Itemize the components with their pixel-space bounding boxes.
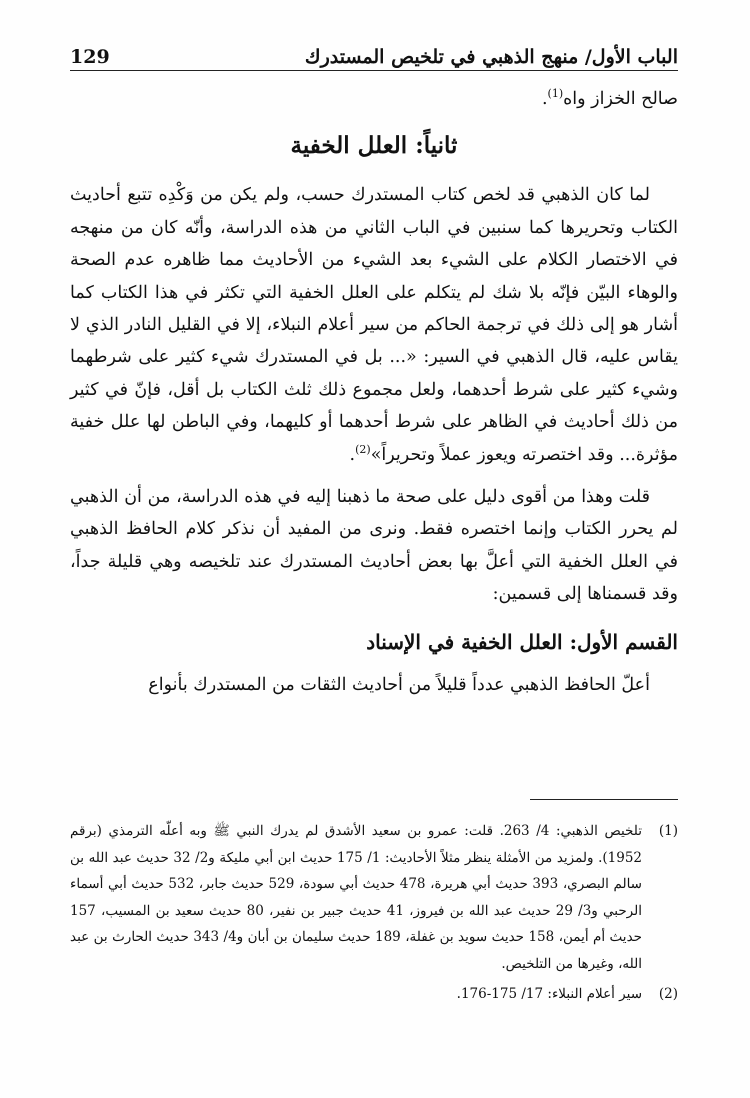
paragraph-1-text: لما كان الذهبي قد لخص كتاب المستدرك حسب، ولم يكن من وَكْدِه تتبع أحاديث الكتاب وتحريرها كما سنبين في الباب الثاني من هذه الدراسة، وأنّه كان من منهجه في الاختصار الكلام على الشيء بعد الشيء من الأحاديث مما ظاهره عدم الصحة والوهاء البيّن فإنّه بلا شك لم يتكلم على العلل الخفية التي تكثر في هذا الكتاب كما أشار هو إلى ذلك في ترجمة الحاكم من سير أعلام النبلاء، إلا في القليل النادر الذي لا يقاس عليه، قال الذهبي في السير: «... بل في المستدرك شيء كثير على شرطهما وشيء كثير على شرط أحدهما، ولعل مجموع ذلك ثلث الكتاب بل أقل، فإنّ في كثير من ذلك أحاديث في الظاهر على شرط أحدهما أو كليهما، وفي الباطن لها علل خفية مؤثرة... وقد اختصرته ويعوز عملاً وتحريراً» — [70, 185, 678, 465]
subsection-heading: القسم الأول: العلل الخفية في الإسناد — [366, 629, 678, 654]
running-header-title: الباب الأول/ منهج الذهبي في تلخيص المستدرك — [304, 46, 678, 68]
footnote-number: (2) — [658, 986, 678, 1002]
footnote-ref-1: (1) — [547, 87, 564, 101]
paragraph-3: أعلّ الحافظ الذهبي عدداً قليلاً من أحاديث الثقات من المستدرك بأنواع — [148, 674, 650, 695]
header-divider — [70, 70, 678, 71]
intro-text: صالح الخزاز واه — [563, 89, 678, 109]
page-number: 129 — [70, 46, 110, 68]
footnote-text: سير أعلام النبلاء: 17/ 175-176. — [456, 986, 642, 1002]
footnote-text: تلخيص الذهبي: 4/ 263. قلت: عمرو بن سعيد الأشدق لم يدرك النبي ﷺ وبه أعلّه الترمذي (برقم 1952). ولمزيد من الأمثلة ينظر مثلاً الأحاديث: 1/ 175 حديث ابن أبي مليكة و2/ 32 حديث عبد الله بن سالم البصري، 393 حديث أبي هريرة، 478 حديث أبي سودة، 529 حديث جابر، 532 حديث أبي أسماء الرحبي و3/ 29 حديث عبد الله بن فيروز، 41 حديث جبير بن نفير، 80 حديث سعيد بن المسيب، 157 حديث أم أيمن، 158 حديث سويد بن غفلة، 189 حديث سليمان بن أبان و4/ 343 حديث الحارث بن عبد الله، وغيرها من التلخيص. — [70, 823, 643, 972]
main-text — [70, 80, 678, 701]
intro-line: صالح الخزاز واه$^{(1)}$. — [541, 87, 678, 109]
running-header — [70, 38, 678, 68]
section-heading: ثانياً: العلل الخفية — [290, 132, 458, 160]
footnote-number: (1) — [658, 823, 678, 839]
footnote-divider — [530, 799, 678, 800]
footnote-1 — [70, 818, 678, 977]
footnote-2 — [70, 981, 678, 1008]
footnotes — [70, 818, 678, 1008]
footnote-ref-2: (2) — [355, 442, 371, 456]
paragraph-1: لما كان الذهبي قد لخص كتاب المستدرك حسب، ولم يكن من وَكْدِه تتبع أحاديث الكتاب وتحريرها كما سنبين في الباب الثاني من هذه الدراسة، وأنّه كان من منهجه في الاختصار الكلام على الشيء بعد الشيء من الأحاديث مما ظاهره عدم الصحة والوهاء البيّن فإنّه بلا شك لم يتكلم على العلل الخفية التي تكثر في هذا الكتاب كما أشار هو إلى ذلك في ترجمة الحاكم من سير أعلام النبلاء، إلا في القليل النادر الذي لا يقاس عليه، قال الذهبي في السير: «... بل في المستدرك شيء كثير على شرطهما وشيء كثير على شرط أحدهما، ولعل مجموع ذلك ثلث الكتاب بل أقل، فإنّ في كثير من ذلك أحاديث في الظاهر على شرط أحدهما أو كليهما، وفي الباطن لها علل خفية مؤثرة... وقد اختصرته ويعوز عملاً وتحريراً»$^{(2)}$. — [70, 185, 678, 465]
paragraph-2: قلت وهذا من أقوى دليل على صحة ما ذهبنا إليه في هذه الدراسة، من أن الذهبي لم يحرر الكتاب وإنما اختصره فقط. ونرى من المفيد أن نذكر كلام الحافظ الذهبي في العلل الخفية التي أعلَّ بها بعض أحاديث المستدرك عند تلخيصه وهي قليلة جداً، وقد قسمناها إلى قسمين: — [70, 487, 678, 605]
